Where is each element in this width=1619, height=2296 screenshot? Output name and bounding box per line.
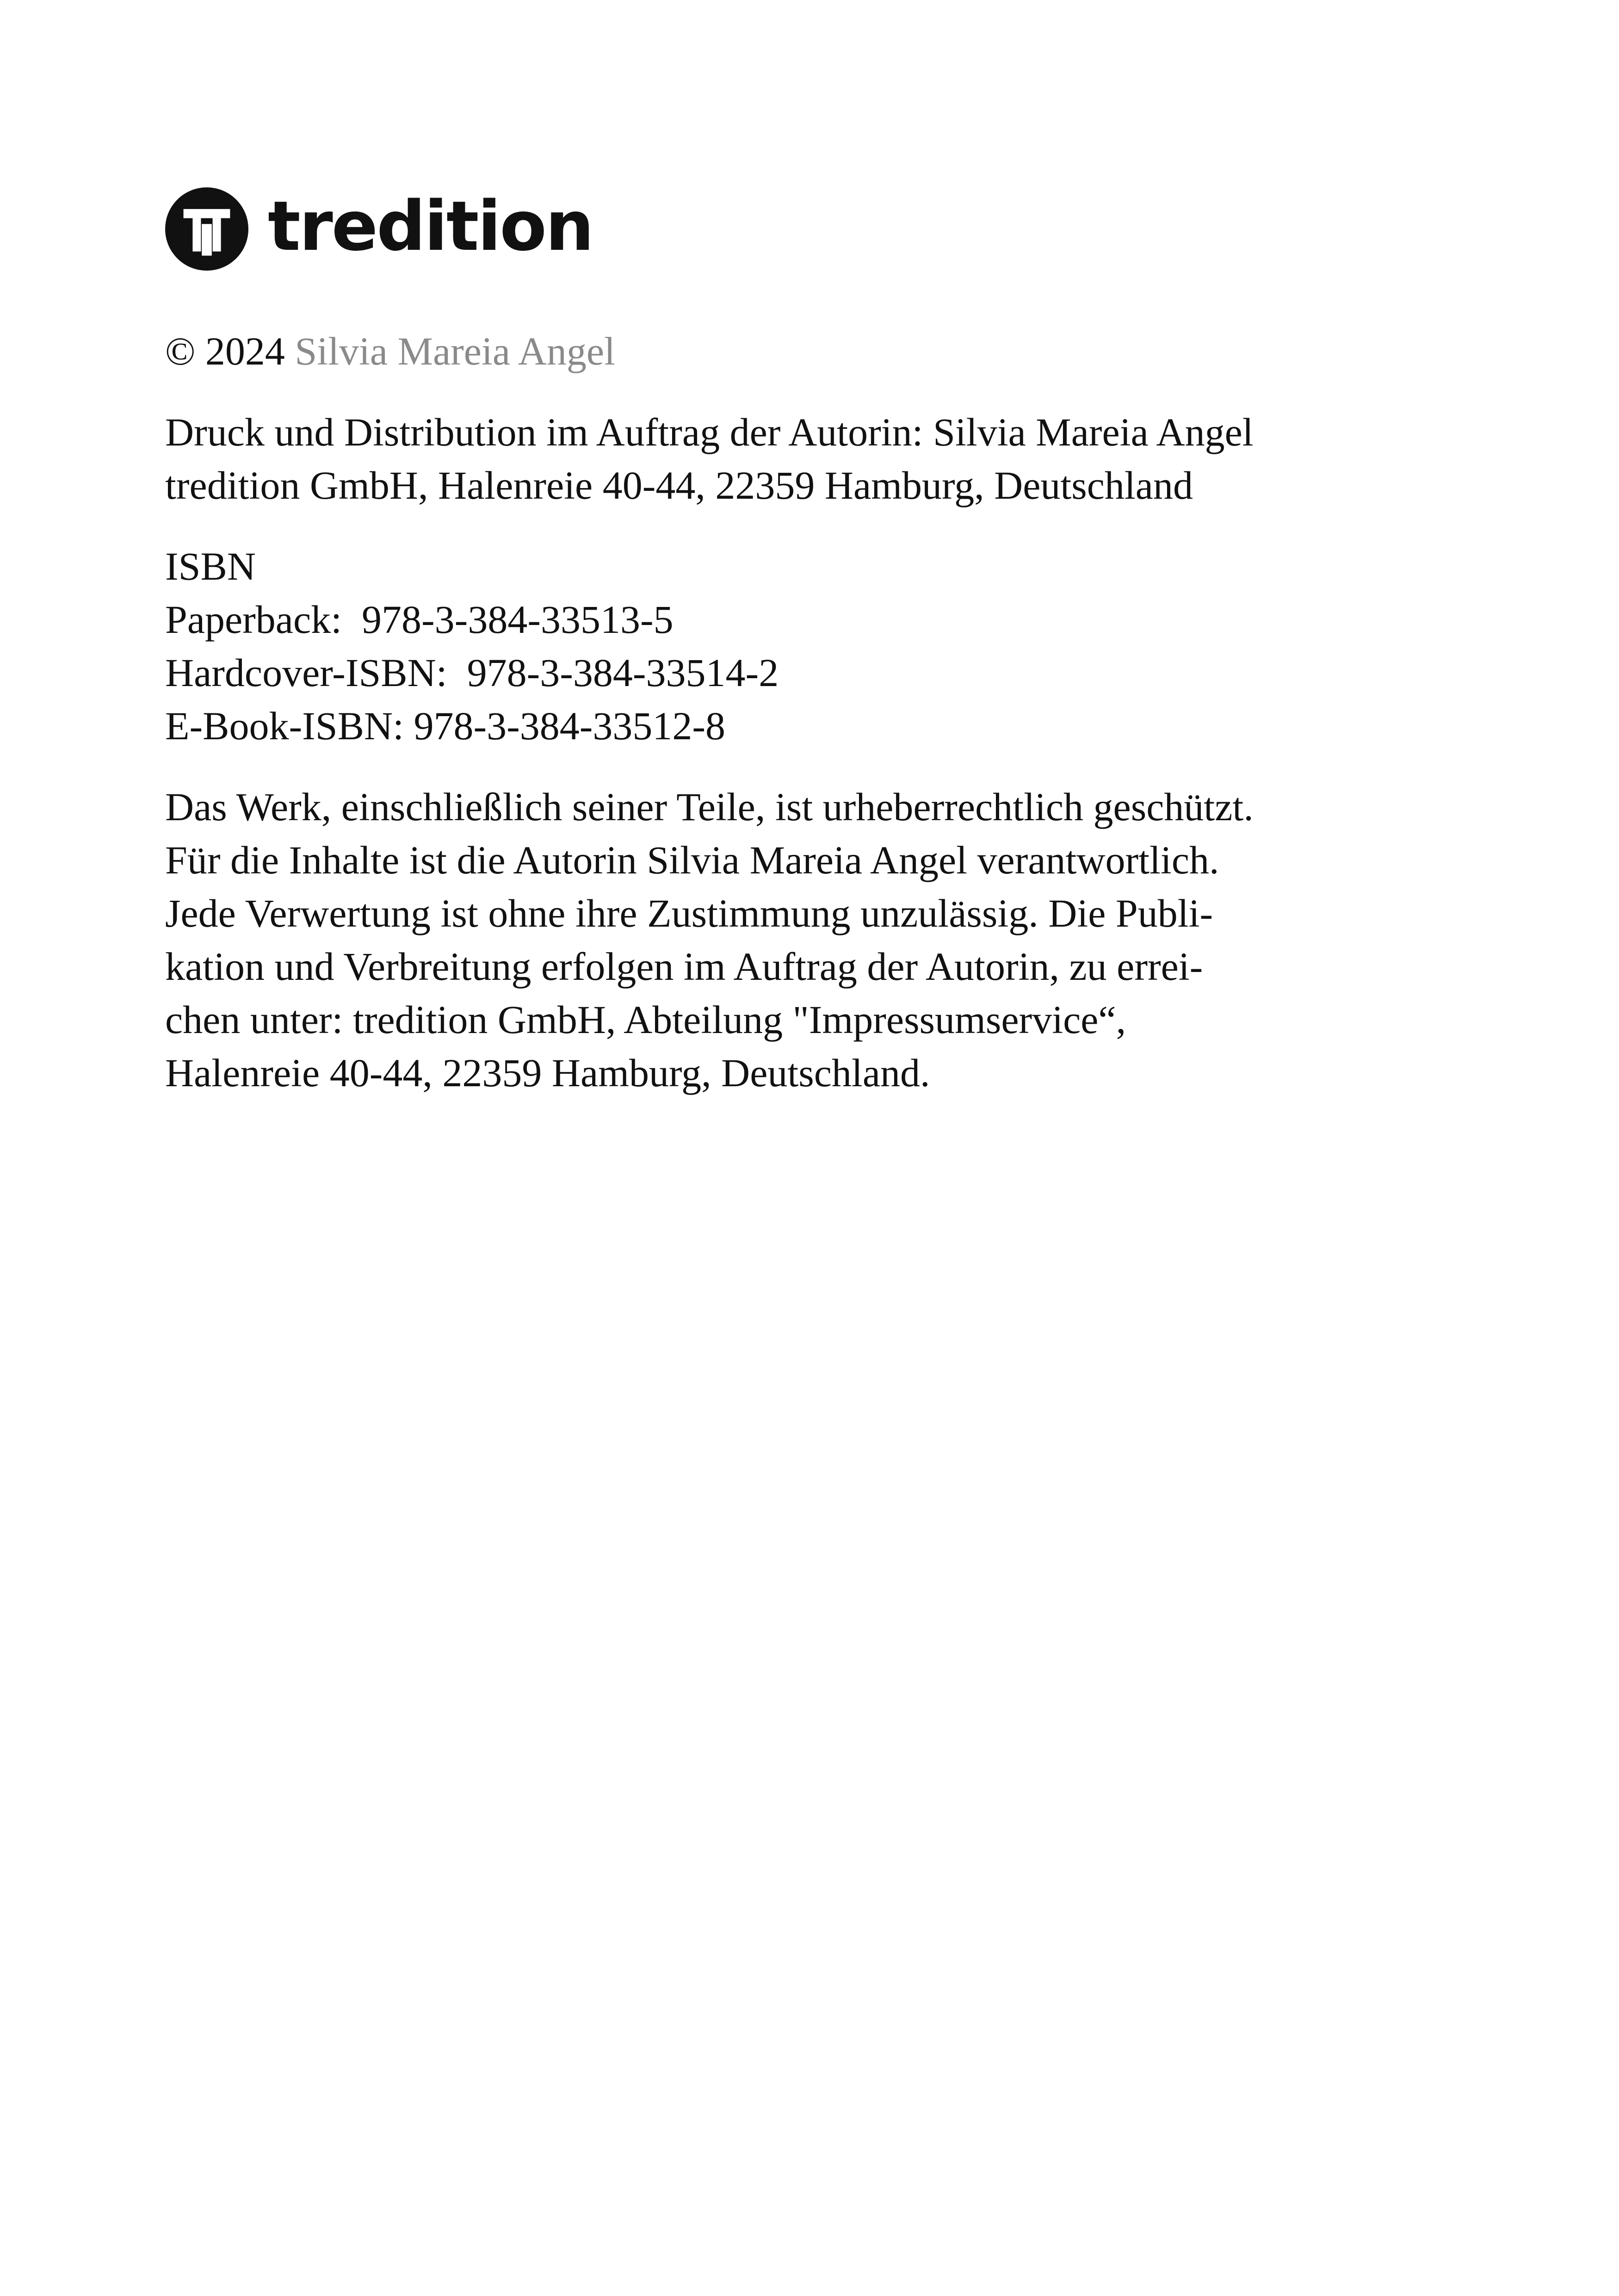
isbn-hardcover: Hardcover-ISBN: 978-3-384-33514-2 (165, 650, 779, 695)
legal-line: chen unter: tredition GmbH, Abteilung "Impressumservice“, (165, 997, 1126, 1042)
copyright-year: © 2024 (165, 329, 285, 373)
legal-line: Für die Inhalte ist die Autorin Silvia Mareia Angel verantwortlich. (165, 838, 1219, 882)
legal-line: kation und Verbreitung erfolgen im Auftrag der Autorin, zu errei- (165, 944, 1203, 989)
publisher-wordmark: tredition (268, 186, 593, 266)
copyright-author: Silvia Mareia Angel (295, 329, 615, 373)
copyright-line (165, 325, 1483, 378)
legal-line: Halenreie 40-44, 22359 Hamburg, Deutschland. (165, 1051, 930, 1095)
legal-line: Das Werk, einschließlich seiner Teile, ist urheberrechtlich geschützt. (165, 785, 1254, 829)
isbn-paperback: Paperback: 978-3-384-33513-5 (165, 597, 674, 642)
isbn-block (165, 540, 1483, 753)
legal-line: Jede Verwertung ist ohne ihre Zustimmung unzulässig. Die Publi- (165, 891, 1213, 935)
isbn-ebook: E-Book-ISBN: 978-3-384-33512-8 (165, 704, 726, 748)
imprint-content (165, 325, 1483, 1100)
tredition-logo-icon (165, 187, 248, 271)
imprint-block (165, 406, 1483, 512)
isbn-heading: ISBN (165, 544, 256, 588)
imprint-line-1: Druck und Distribution im Auftrag der Autorin: Silvia Mareia Angel (165, 410, 1254, 454)
publisher-logo (165, 187, 593, 271)
imprint-line-2: tredition GmbH, Halenreie 40-44, 22359 Hamburg, Deutschland (165, 463, 1193, 507)
legal-notice (165, 780, 1483, 1100)
